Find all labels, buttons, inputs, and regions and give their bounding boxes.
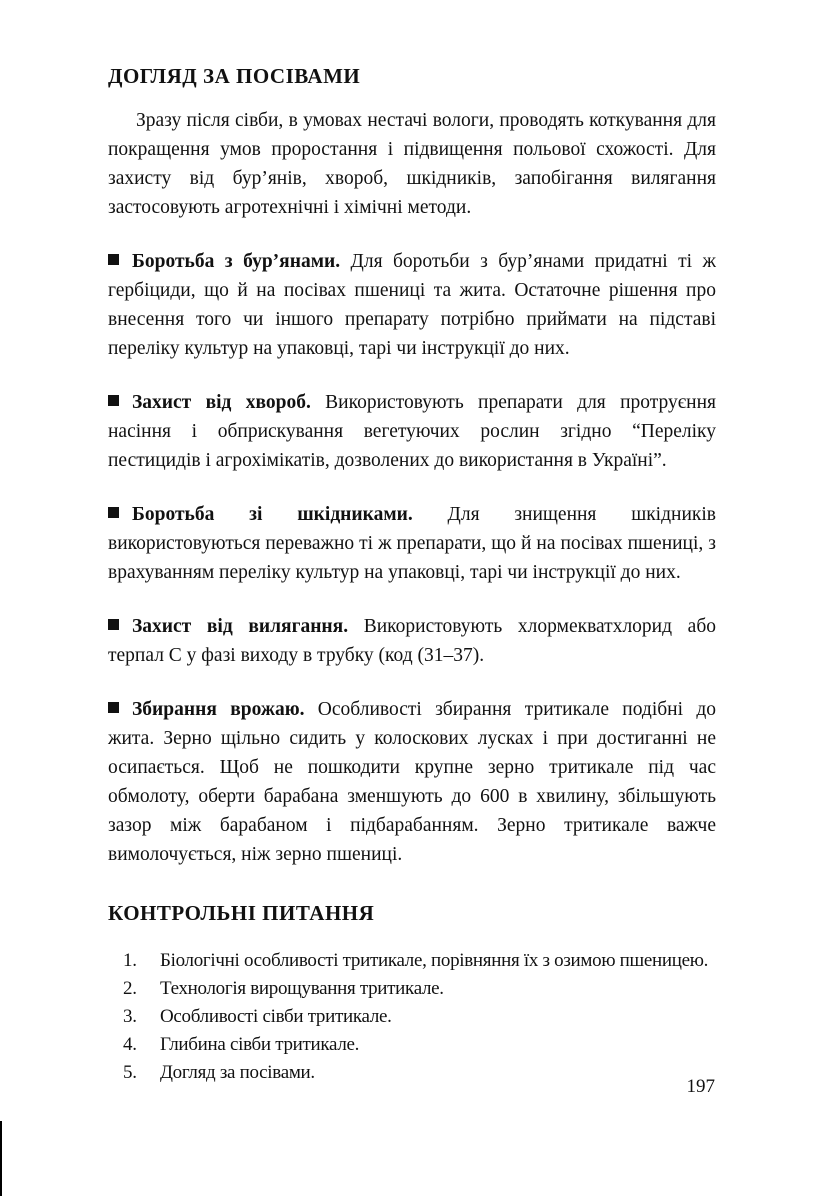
item-title: Боротьба зі шкідниками.	[132, 504, 413, 525]
questions-list	[108, 947, 716, 1087]
item-weed-control	[108, 247, 716, 363]
item-title: Захист від вилягання.	[132, 616, 349, 637]
item-title: Захист від хвороб.	[132, 392, 311, 413]
question-number: 4.	[123, 1034, 137, 1055]
square-bullet-icon	[108, 254, 119, 265]
questions-title: КОНТРОЛЬНІ ПИТАННЯ	[108, 901, 375, 925]
item-harvesting	[108, 695, 716, 869]
item-text: Використовують хлормекватхлорид або терпал С у фазі виходу в трубку (код (31–37).	[108, 616, 716, 666]
item-title: Боротьба з бур’янами.	[132, 251, 341, 272]
list-item	[108, 975, 716, 1003]
question-text: Технологія вирощування тритикале.	[160, 978, 444, 999]
scan-margin-line	[0, 1121, 2, 1196]
item-title: Збирання врожаю.	[132, 699, 305, 720]
question-text: Біологічні особливості тритикале, порівняння їх з озимою пшеницею.	[160, 950, 709, 971]
item-text: Використовують препарати для протруєння насіння і обприскування вегетуючих рослин згідно “Переліку пестицидів і агрохімікатів, дозволених до використання в Україні”.	[108, 392, 716, 471]
list-item	[108, 1003, 716, 1031]
question-number: 5.	[123, 1062, 137, 1083]
list-item	[108, 947, 716, 975]
square-bullet-icon	[108, 507, 119, 518]
item-lodging-protection	[108, 612, 716, 670]
question-number: 1.	[123, 950, 137, 971]
item-text: Для боротьби з бур’янами придатні ті ж гербіциди, що й на посівах пшениці та жита. Остаточне рішення про внесення того чи іншого препарату потрібно приймати на підставі переліку культур на упаковці, тарі чи інструкції до них.	[108, 251, 716, 359]
question-text: Особливості сівби тритикале.	[160, 1006, 392, 1027]
section-title: ДОГЛЯД ЗА ПОСІВАМИ	[108, 64, 361, 88]
page-number: 197	[686, 1076, 715, 1097]
question-number: 3.	[123, 1006, 137, 1027]
item-text: Для знищення шкідників використовуються переважно ті ж препарати, що й на посівах пшениці, з врахуванням переліку культур на упаковці, тарі чи інструкції до них.	[108, 504, 716, 583]
intro-paragraph: Зразу після сівби, в умовах нестачі вологи, проводять коткування для покращення умов проростання і підвищення польової схожості. Для захисту від бур’янів, хвороб, шкідників, запобігання вилягання застосовують агротехнічні і хімічні методи.	[108, 110, 716, 218]
item-pest-control	[108, 500, 716, 587]
square-bullet-icon	[108, 702, 119, 713]
square-bullet-icon	[108, 395, 119, 406]
square-bullet-icon	[108, 619, 119, 630]
question-text: Догляд за посівами.	[160, 1062, 315, 1083]
item-text: Особливості збирання тритикале подібні до жита. Зерно щільно сидить у колоскових лусках і при достиганні не осипається. Щоб не пошкодити крупне зерно тритикале під час обмолоту, оберти барабана зменшують до 600 в хвилину, збільшують зазор між барабаном і підбарабанням. Зерно тритикале важче вимолочується, ніж зерно пшениці.	[108, 699, 716, 865]
question-number: 2.	[123, 978, 137, 999]
item-disease-protection	[108, 388, 716, 475]
list-item	[108, 1059, 716, 1087]
page-content	[108, 60, 716, 1087]
question-text: Глибина сівби тритикале.	[160, 1034, 360, 1055]
list-item	[108, 1031, 716, 1059]
